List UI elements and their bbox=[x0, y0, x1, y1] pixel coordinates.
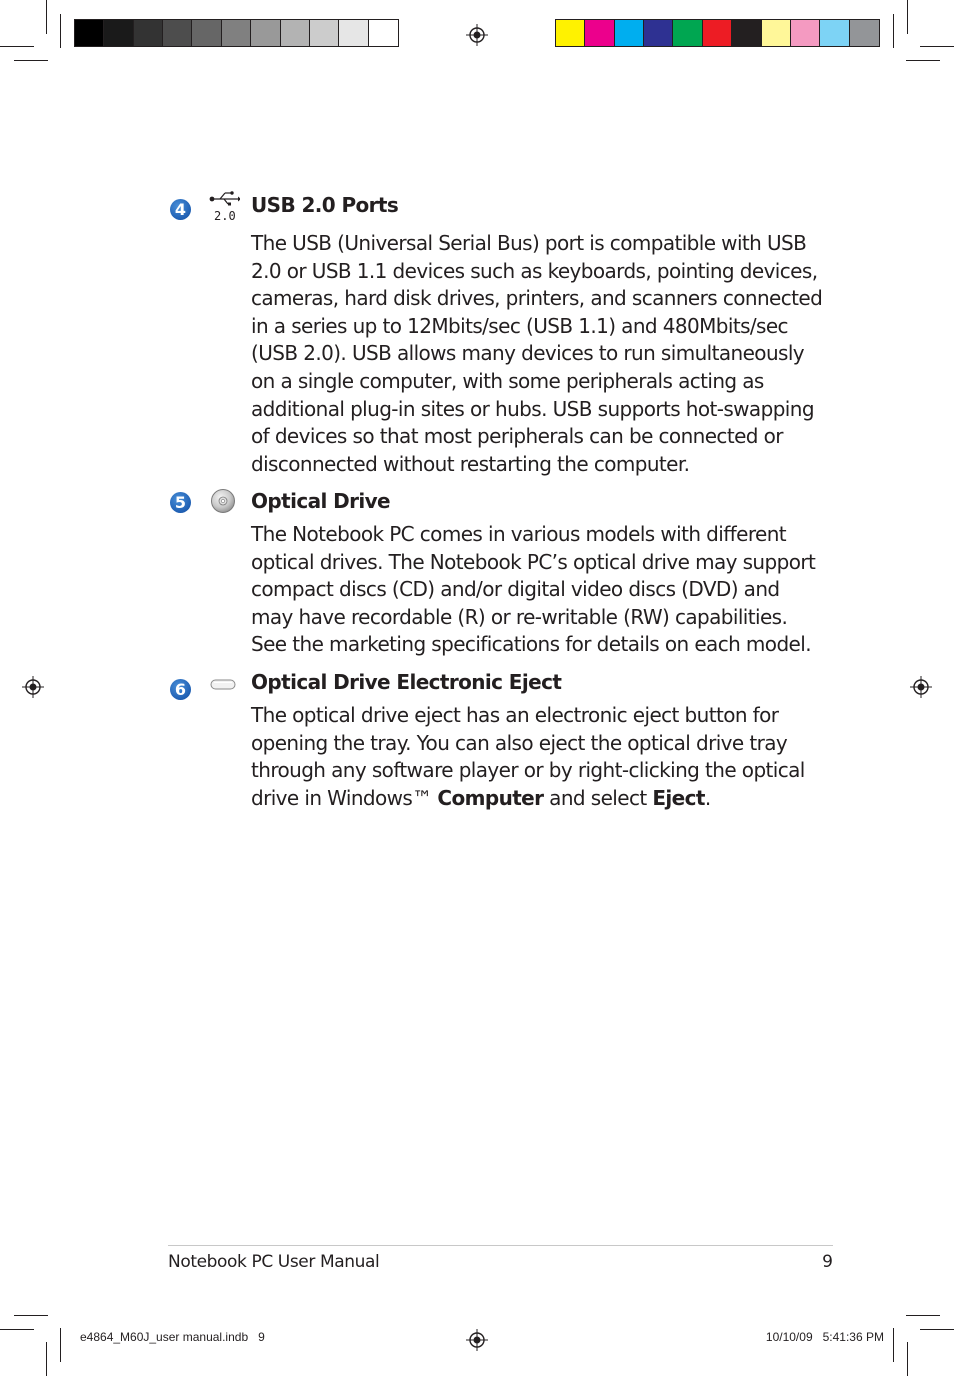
color-swatch bbox=[222, 20, 251, 46]
crop-mark bbox=[906, 60, 940, 61]
body-line: may have recordable (R) or re-writable (RW) capabilities. bbox=[251, 604, 788, 629]
body-line: The optical drive eject has an electronic eject button for bbox=[251, 703, 779, 727]
color-swatch bbox=[615, 20, 644, 46]
color-swatch bbox=[850, 20, 879, 46]
crop-mark bbox=[893, 1328, 894, 1362]
color-swatch bbox=[673, 20, 702, 46]
crop-mark bbox=[920, 46, 954, 47]
color-swatch bbox=[732, 20, 761, 46]
body-line: compact discs (CD) and/or digital video discs (DVD) and bbox=[251, 577, 780, 602]
crop-mark bbox=[14, 1315, 48, 1316]
color-swatch bbox=[556, 20, 585, 46]
color-swatch bbox=[820, 20, 849, 46]
color-swatch bbox=[75, 20, 104, 46]
usb-version-label: 2.0 bbox=[214, 209, 236, 223]
body-line: cameras, hard disk drives, printers, and scanners connected bbox=[251, 286, 823, 311]
usb-icon bbox=[208, 188, 240, 224]
section-body bbox=[251, 521, 816, 659]
registration-mark-icon bbox=[466, 1329, 488, 1351]
body-line: The USB (Universal Serial Bus) port is compatible with USB bbox=[251, 231, 807, 255]
section-body bbox=[251, 702, 811, 812]
body-line: opening the tray. You can also eject the optical drive tray bbox=[251, 730, 788, 755]
color-swatch bbox=[791, 20, 820, 46]
eject-term: Eject bbox=[652, 785, 705, 810]
body-line: (USB 2.0). USB allows many devices to run simultaneously bbox=[251, 341, 805, 366]
slug-filename: e4864_M60J_user manual.indb 9 bbox=[80, 1330, 265, 1344]
body-text: . bbox=[704, 785, 711, 810]
body-text: drive in Windows™ bbox=[251, 785, 438, 810]
color-swatch bbox=[585, 20, 614, 46]
color-swatch bbox=[644, 20, 673, 46]
crop-mark bbox=[907, 1342, 908, 1376]
color-swatch bbox=[310, 20, 339, 46]
color-swatch bbox=[163, 20, 192, 46]
section-heading: Optical Drive bbox=[251, 489, 391, 513]
computer-term: Computer bbox=[437, 785, 544, 810]
registration-mark-icon bbox=[910, 676, 932, 698]
step-number-badge: 6 bbox=[170, 679, 191, 700]
body-line: 2.0 or USB 1.1 devices such as keyboards, pointing devices, bbox=[251, 258, 818, 283]
footer-title: Notebook PC User Manual bbox=[168, 1252, 380, 1272]
crop-mark bbox=[46, 1342, 47, 1376]
optical-disc-icon bbox=[210, 488, 236, 514]
body-text: and select bbox=[543, 785, 653, 810]
color-swatch bbox=[104, 20, 133, 46]
crop-mark bbox=[893, 14, 894, 48]
step-number-badge: 5 bbox=[170, 492, 191, 513]
registration-mark-icon bbox=[466, 24, 488, 46]
section-heading: Optical Drive Electronic Eject bbox=[251, 670, 562, 694]
crop-mark bbox=[60, 14, 61, 48]
crop-mark bbox=[907, 0, 908, 34]
color-swatch bbox=[339, 20, 368, 46]
crop-mark bbox=[0, 1329, 34, 1330]
crop-mark bbox=[920, 1329, 954, 1330]
crop-mark bbox=[906, 1315, 940, 1316]
section-heading: USB 2.0 Ports bbox=[251, 193, 399, 217]
body-line: optical drives. The Notebook PC’s optical drive may support bbox=[251, 549, 816, 574]
body-line: through any software player or by right-clicking the optical bbox=[251, 758, 805, 783]
color-swatch bbox=[251, 20, 280, 46]
body-line bbox=[251, 785, 811, 813]
crop-mark bbox=[60, 1328, 61, 1362]
color-bar bbox=[555, 19, 880, 47]
color-swatch bbox=[192, 20, 221, 46]
body-line: on a single computer, with some peripherals acting as bbox=[251, 368, 764, 393]
crop-mark bbox=[14, 60, 48, 61]
crop-mark bbox=[0, 46, 34, 47]
grayscale-bar bbox=[74, 19, 399, 47]
color-swatch bbox=[281, 20, 310, 46]
body-line: in a series up to 12Mbits/sec (USB 1.1) and 480Mbits/sec bbox=[251, 313, 788, 338]
body-line: See the marketing specifications for details on each model. bbox=[251, 632, 811, 657]
color-swatch bbox=[369, 20, 398, 46]
page-number: 9 bbox=[822, 1252, 833, 1272]
body-line: The Notebook PC comes in various models with different bbox=[251, 522, 787, 546]
registration-mark-icon bbox=[22, 676, 44, 698]
eject-button-icon bbox=[210, 678, 236, 692]
slug-timestamp: 10/10/09 5:41:36 PM bbox=[765, 1330, 884, 1344]
body-line: additional plug-in sites or hubs. USB supports hot-swapping bbox=[251, 396, 814, 421]
footer-rule bbox=[168, 1245, 833, 1246]
color-swatch bbox=[703, 20, 732, 46]
crop-mark bbox=[46, 0, 47, 34]
step-number-badge: 4 bbox=[170, 199, 191, 220]
color-swatch bbox=[134, 20, 163, 46]
color-swatch bbox=[762, 20, 791, 46]
body-line: disconnected without restarting the computer. bbox=[251, 451, 690, 476]
body-line: of devices so that most peripherals can be connected or bbox=[251, 424, 783, 449]
section-body bbox=[251, 230, 823, 478]
